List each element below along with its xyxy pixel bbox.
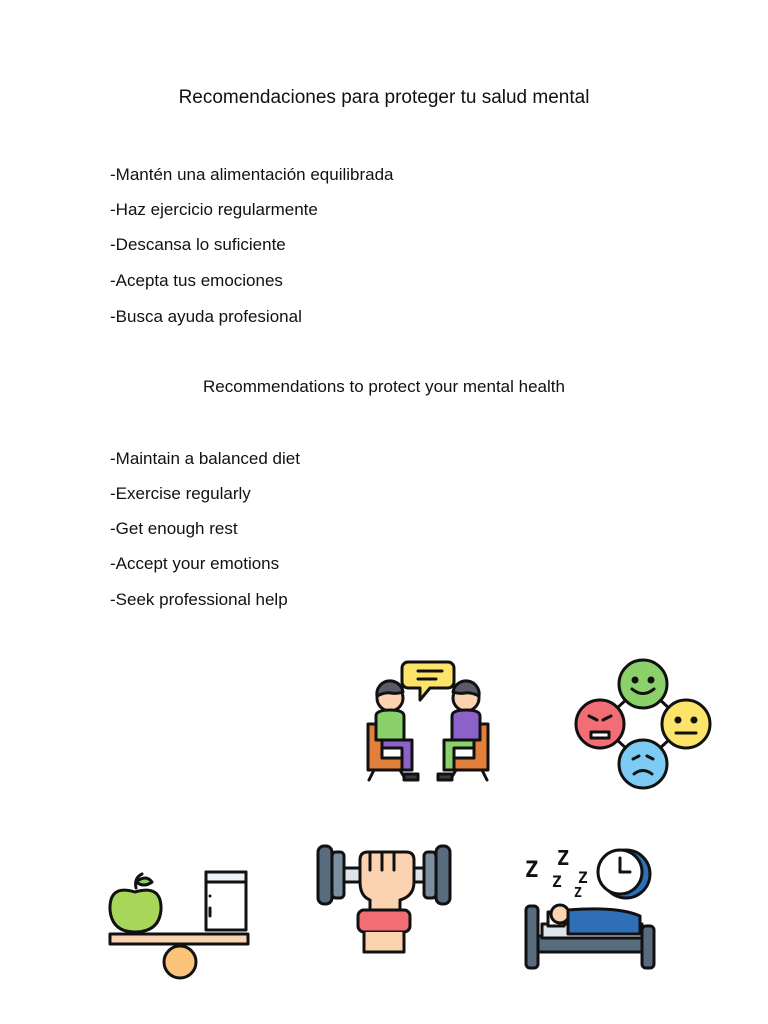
spanish-item-emotions: -Acepta tus emociones (110, 271, 283, 290)
conversation-icon (360, 656, 496, 784)
sleep-icon (520, 848, 660, 974)
sleep-z-3: Z (552, 872, 562, 891)
spanish-title: Recomendaciones para proteger tu salud mental (178, 87, 590, 108)
sleep-z-5: Z (574, 886, 582, 901)
english-item-rest: -Get enough rest (110, 519, 238, 538)
english-item-diet: -Maintain a balanced diet (110, 449, 300, 468)
spanish-item-rest: -Descansa lo suficiente (110, 235, 286, 254)
sleep-z-1: Z (525, 858, 539, 883)
spanish-item-exercise: -Haz ejercicio regularmente (110, 200, 318, 219)
emotions-icon (574, 658, 712, 790)
english-item-exercise: -Exercise regularly (110, 484, 251, 503)
english-title: Recommendations to protect your mental health (203, 377, 565, 396)
sleep-z-4: Z (578, 868, 588, 887)
balanced-diet-icon (106, 866, 252, 982)
spanish-item-help: -Busca ayuda profesional (110, 307, 302, 326)
spanish-item-diet: -Mantén una alimentación equilibrada (110, 165, 394, 184)
english-item-emotions: -Accept your emotions (110, 554, 280, 573)
english-item-help: -Seek professional help (110, 590, 288, 609)
exercise-icon (314, 840, 454, 958)
sleep-z-2: Z (557, 846, 570, 870)
